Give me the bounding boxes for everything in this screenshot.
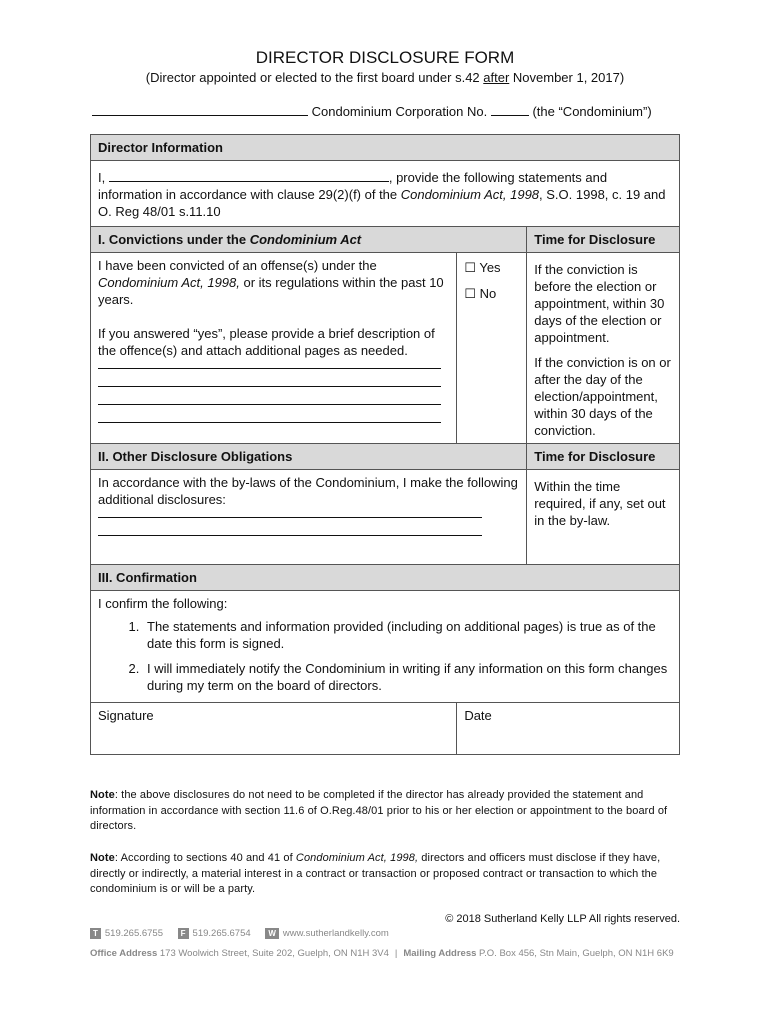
phone-number: 519.265.6755 (104, 928, 164, 939)
section1-time-text: If the conviction is before the election or appointment, within 30 days of the election or appointment. If the conviction is on or after the day of the election/appointment, within 30 days of the conviction. (527, 253, 680, 444)
section2-heading: II. Other Disclosure Obligations (91, 444, 527, 470)
yes-checkbox[interactable]: ☐ Yes (464, 260, 501, 275)
section1-time-heading: Time for Disclosure (527, 227, 680, 253)
form-title: DIRECTOR DISCLOSURE FORM (255, 48, 515, 67)
corporation-name-field[interactable] (92, 104, 308, 116)
confirmation-body: I confirm the following: 1. The statements and information provided (including on additional pages) is true as of the date this form is signed. 2. I will immediately notify the Condominium in writing if any information on this form changes during my term on the board of directors. (91, 591, 680, 703)
note-1: Note: the above disclosures do not need to be completed if the director has already provided the statement and information in accordance with section 11.6 of O.Reg.48/01 prior to his or her election or appointment to the board of directors. (90, 789, 668, 832)
confirmation-item: 2. I will immediately notify the Condominium in writing if any information on this form changes during my term on the board of directors. (143, 660, 672, 694)
section2-time-heading: Time for Disclosure (527, 444, 680, 470)
copyright: © 2018 Sutherland Kelly LLP All rights reserved. (445, 913, 680, 925)
director-name-field[interactable] (109, 170, 389, 182)
signature-field[interactable]: Signature (91, 703, 457, 755)
section3-header (91, 565, 680, 591)
web-icon: W (265, 928, 279, 939)
director-info-heading: Director Information (91, 135, 680, 161)
confirmation-item: 1. The statements and information provided (including on additional pages) is true as of the date this form is signed. (143, 618, 672, 652)
additional-disclosure-lines[interactable] (98, 516, 482, 536)
corporation-number-field[interactable] (491, 104, 529, 116)
fax-number: 519.265.6754 (192, 928, 251, 939)
conviction-options (457, 253, 527, 444)
section2-time-text: Within the time required, if any, set out in the by-law. (527, 470, 680, 565)
corporation-line: Condominium Corporation No. (the “Condominium”) (92, 104, 682, 119)
confirmation-list (98, 618, 672, 694)
section1-heading: I. Convictions under the Condominium Act (91, 227, 527, 253)
date-field[interactable]: Date (457, 703, 680, 755)
section2-header (91, 444, 680, 470)
section1-header (91, 227, 680, 253)
note-2: Note: According to sections 40 and 41 of Condominium Act, 1998, directors and officers must disclose if they have, directly or indirectly, a material interest in a contract or transaction or proposed contract or transaction to which the condominium is or will be a party. (90, 852, 661, 895)
phone-icon: T (90, 928, 101, 939)
section3-heading: III. Confirmation (91, 565, 680, 591)
no-checkbox[interactable]: ☐ No (464, 286, 497, 301)
address-line: Office Address 173 Woolwich Street, Suite 202, Guelph, ON N1H 3V4 | Mailing Address P.O. Box 456, Stn Main, Guelph, ON N1H 6K9 (90, 948, 674, 959)
section2-statement: In accordance with the by-laws of the Condominium, I make the following additional disclosures: (91, 470, 527, 565)
offence-description-lines[interactable] (98, 367, 441, 423)
contact-line (90, 928, 389, 939)
director-info-statement: I, , provide the following statements and information in accordance with clause 29(2)(f) of the Condominium Act, 1998, S.O. 1998, c. 19 and O. Reg 48/01 s.11.10 (91, 161, 680, 227)
section1-statement: I have been convicted of an offense(s) under the Condominium Act, 1998, or its regulations within the past 10 years. If you answered “yes”, please provide a brief description of the offence(s) and attach additional pages as needed. (91, 253, 457, 444)
director-info-header (91, 135, 680, 161)
disclosure-form-table (90, 134, 680, 755)
fax-icon: F (178, 928, 189, 939)
form-subtitle: (Director appointed or elected to the first board under s.42 after November 1, 2017) (145, 70, 625, 85)
website-link[interactable]: www.sutherlandkelly.com (282, 928, 389, 939)
